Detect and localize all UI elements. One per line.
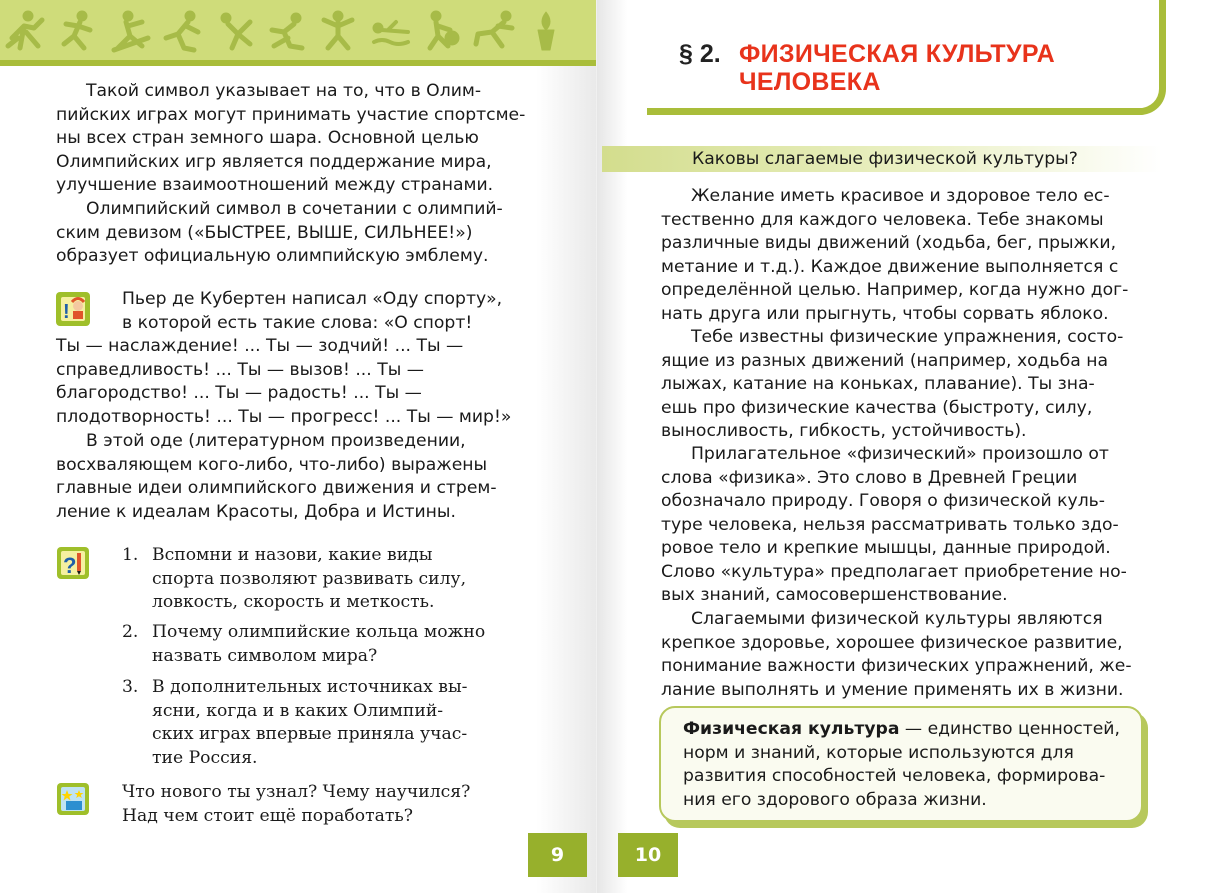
section-number: § 2. <box>679 40 721 68</box>
text-line: обозначало природу. Говоря о физической куль- <box>661 491 1106 511</box>
text-line: Олимпийский символ в сочетании с олимпий- <box>86 199 503 219</box>
question-line: назвать символом мира? <box>152 645 378 666</box>
page-number-left <box>528 833 587 877</box>
question-text <box>152 676 544 770</box>
text-line: справедливость! ... Ты — вызов! ... Ты — <box>56 359 424 380</box>
question-line: Вспомни и назови, какие виды <box>152 545 433 565</box>
paragraph-ode-quote <box>56 335 541 429</box>
text-line: тественно для каждого человека. Тебе знакомы <box>661 209 1104 230</box>
text-line: слова «физика». Это слово в Древней Греции <box>661 467 1078 488</box>
text-line: Ты — наслаждение! ... Ты — зодчий! ... Ты — <box>56 336 464 356</box>
text-line: главные идеи олимпийского движения и стрем- <box>56 478 497 498</box>
text-line: Над чем стоит ещё поработать? <box>122 805 413 826</box>
text-line: Тебе известны физические упражнения, состо- <box>691 327 1124 347</box>
text-line: метание и т.д.). Каждое движение выполняется с <box>661 256 1119 277</box>
page-number-left-text: 9 <box>550 844 565 866</box>
question-item <box>122 621 544 668</box>
header-band-strip <box>0 60 596 66</box>
paragraph-components <box>661 608 1148 702</box>
ball-player-icon <box>420 8 464 54</box>
runner-icon <box>56 8 100 54</box>
text-line: Олимпийских игр является поддержание мира, <box>56 151 492 172</box>
text-line: в которой есть такие слова: «О спорт! <box>122 312 473 333</box>
question-number: 1. <box>122 545 139 565</box>
sprinter-icon <box>160 8 204 54</box>
stars-folder-icon <box>56 782 90 816</box>
question-line: ских играх впервые приняла учас- <box>152 724 468 744</box>
text-line: В этой оде (литературном произведении, <box>86 431 466 451</box>
text-line: понимание важности физических упражнений, же- <box>661 656 1132 676</box>
paragraph-olympic-motto <box>56 198 541 269</box>
text-line: Пьер де Кубертен написал «Оду спорту», <box>122 289 503 309</box>
text-line: восхваляющем кого-либо, что-либо) выражены <box>56 454 488 475</box>
text-line: Слово «культура» предполагает приобретение но- <box>661 561 1127 582</box>
page-number-right <box>618 833 678 877</box>
text-line: образует официальную олимпийскую эмблему. <box>56 246 489 266</box>
swimmer-icon <box>368 8 412 54</box>
text-line: плодотворность! ... Ты — прогресс! ... Ты — мир!» <box>56 406 512 427</box>
text-line: лыжах, катание на коньках, плавание). Ты зна- <box>661 374 1095 394</box>
svg-text:?: ? <box>63 553 77 578</box>
hurdler-icon <box>4 8 48 54</box>
paragraph-word-origin <box>661 443 1148 608</box>
text-line: ешь про физические качества (быстроту, силу, <box>661 397 1093 418</box>
text-line: Такой символ указывает на то, что в Олим- <box>86 81 482 101</box>
text-line: вых знаний, самосовершенствование. <box>661 585 1008 605</box>
text-line: туре человека, нельзя рассматривать только здо- <box>661 514 1119 535</box>
left-page <box>0 0 596 893</box>
text-line: Желание иметь красивое и здоровое тело ес- <box>691 186 1110 206</box>
exclamation-girl-icon <box>56 292 90 326</box>
definition-first-line-rest: — единство ценностей, <box>899 719 1120 739</box>
text-line: Слагаемыми физической культуры являются <box>691 609 1103 629</box>
page-number-right-text: 10 <box>634 844 662 866</box>
text-line: определённой целью. Например, когда нужно дог- <box>661 280 1129 300</box>
paragraph-movements <box>661 185 1148 326</box>
definition-first-line <box>683 718 1127 742</box>
skier-icon <box>108 8 152 54</box>
jumper-icon <box>316 8 360 54</box>
chapter-title-line-1: ФИЗИЧЕСКАЯ КУЛЬТУРА <box>739 40 1055 68</box>
question-line: В дополнительных источниках вы- <box>152 677 468 697</box>
question-pencil-icon <box>56 546 90 580</box>
question-line: ловкость, скорость и меткость. <box>152 592 435 612</box>
paragraph-ode-intro <box>122 288 541 335</box>
text-line: благородство! ... Ты — радость! ... Ты — <box>56 383 422 403</box>
question-heading: Каковы слагаемые физической культуры? <box>692 149 1078 169</box>
text-line: улучшение взаимоотношений между странами. <box>56 175 494 195</box>
definition-line: ния его здорового образа жизни. <box>683 789 987 810</box>
question-line: тие Россия. <box>152 747 258 768</box>
question-text <box>152 621 544 668</box>
text-line: Что нового ты узнал? Чему научился? <box>122 782 471 802</box>
question-line: Почему олимпийские кольца можно <box>152 622 486 642</box>
text-line: ским девизом («БЫСТРЕЕ, ВЫШЕ, СИЛЬНЕЕ!») <box>56 222 473 243</box>
text-line: Прилагательное «физический» произошло от <box>691 444 1109 464</box>
text-line: ящие из разных движений (например, ходьба на <box>661 350 1109 371</box>
text-line: ровое тело и крепкие мышцы, данные природой. <box>661 538 1111 558</box>
paragraph-exercises <box>661 326 1148 444</box>
reflection-questions <box>122 781 542 828</box>
skater-icon <box>264 8 308 54</box>
chapter-title <box>739 40 1055 96</box>
paragraph-olympic-symbol <box>56 80 541 198</box>
definition-term: Физическая культура <box>683 719 900 739</box>
gymnast-icon <box>212 8 256 54</box>
definition-line: норм и знаний, которые используются для <box>683 742 1074 763</box>
text-line: пийских играх могут принимать участие спортсме- <box>56 104 526 125</box>
text-line: ны всех стран земного шара. Основной целью <box>56 128 479 148</box>
text-line: ление к идеалам Красоты, Добра и Истины. <box>56 501 456 522</box>
question-number: 3. <box>122 677 139 697</box>
svg-text:!: ! <box>63 301 70 323</box>
question-item <box>122 544 544 615</box>
chapter-title-line-2: ЧЕЛОВЕКА <box>739 68 881 96</box>
text-line: нать друга или прыгнуть, чтобы сорвать яблоко. <box>661 303 1109 324</box>
question-line: спорта позволяют развивать силу, <box>152 568 467 589</box>
olympic-flame-icon <box>524 8 568 54</box>
definition-line: развития способностей человека, формирова- <box>683 766 1106 786</box>
long-jumper-icon <box>472 8 516 54</box>
text-line: крепкое здоровье, хорошее физическое развитие, <box>661 632 1123 653</box>
question-text <box>152 544 544 615</box>
text-line: лание выполнять и умение применять их в жизни. <box>661 679 1124 700</box>
text-line: различные виды движений (ходьба, бег, прыжки, <box>661 233 1117 253</box>
definition-text <box>683 718 1127 812</box>
question-item <box>122 676 544 770</box>
question-line: ясни, когда и в каких Олимпий- <box>152 700 444 721</box>
paragraph-ode-meaning <box>56 430 541 524</box>
text-line: выносливость, гибкость, устойчивость). <box>661 421 1027 441</box>
question-number: 2. <box>122 622 139 642</box>
right-page <box>597 0 1206 893</box>
